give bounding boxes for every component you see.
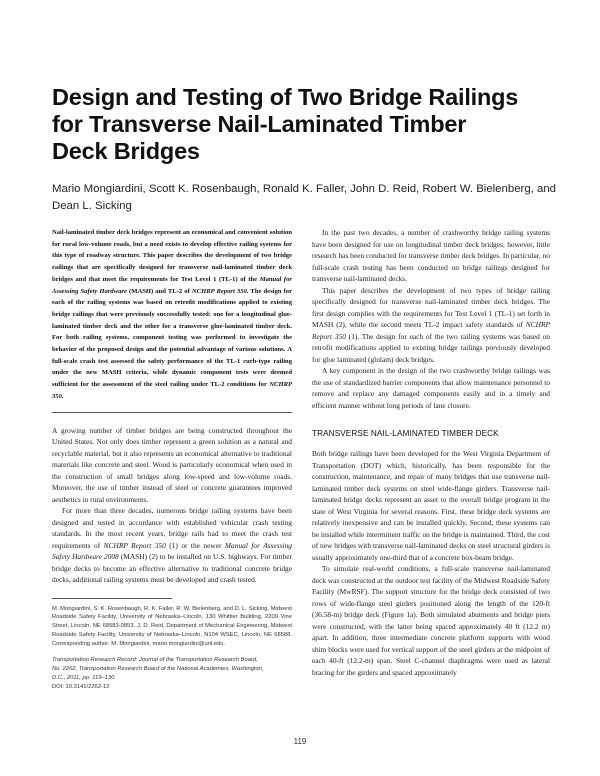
body-paragraph: A key component in the design of the two crashworthy bridge railings was the use of standardized barrier components that allow maintenance personnel to remove and replace any damaged components easily and in a timely and efficient manner without long periods of lane closure. — [312, 366, 550, 410]
abstract — [52, 227, 292, 403]
abstract-text: The design for each of the railing systems was based on retrofit modifications applied to existing bridge railings that were previously successfully tested: one for a longitudinal glue-laminated timber deck and the other for a transverse glue-laminated timber deck. For both railing systems, component testing was performed to investigate the behavior of the proposed design and the potential advantage of various solutions. A full-scale crash test assessed the safety performance of the TL-1 curb-type railing under the new MASH criteria, while dynamic component tests were deemed sufficient for the assessment of the steel railing under TL-2 conditions for — [52, 287, 292, 389]
body-paragraph: Both bridge railings have been developed for the West Virginia Department of Transportation (DOT) which, historically, has been responsible for the construction, maintenance, and repair of many bridges that use transverse nail-laminated timber deck systems on steel wide-flange girders. Transverse nail-laminated bridge decks represent an asset to the overall bridge program in the state of West Virginia for several reasons. First, these bridge deck systems are relatively inexpensive and can be installed quickly. Second, these systems can be installed while intermittent traffic on the bridge is maintained. Third, the cost of new bridges with transverse nail-laminated decks on steel structural girders is usually approximately one-third that of a concrete box-beam bridge. — [312, 449, 550, 562]
journal-citation — [52, 656, 292, 692]
abstract-divider — [52, 412, 292, 413]
paragraph-text: (1). The design for each of the two railing systems was based on retrofit modifications applied to existing bridge railings previously developed for glue laminated (glulam) deck bridges. — [312, 331, 550, 364]
footnote-divider — [52, 598, 172, 599]
journal-line: No. 2262, Transportation Research Board of the National Academies, Washington, — [52, 665, 264, 672]
author-list: Mario Mongiardini, Scott K. Rosenbaugh, Ronald K. Faller, John D. Reid, Robert W. Bielenberg, and Dean L. Sicking — [52, 183, 556, 212]
intro-paragraph: A growing number of timber bridges are being constructed throughout the United States. Not only does timber represent a green solution as a natural and recyclable material, but it also represents an economical alternative to traditional materials like concrete and steel. Wood is particularly economical when used in the construction of small bridges along low-speed and low-volume roads. Moreover, the use of timber instead of steel or concrete guarantees improved aesthetics in rural environments. — [52, 425, 292, 504]
journal-line: D.C., 2011, pp. 119–130. — [52, 674, 116, 681]
abstract-text: (MASH) and TL-2 of — [126, 287, 192, 295]
abstract-text: Nail-laminated timber deck bridges represent an economical and convenient solution for rural low-volume roads, but a need exists to develop effective railing systems for this type of roadway structure. This paper describes the development of two bridge railings that are specifically designed for transverse nail-laminated timber deck bridges and that meet the requirements for Test Level 1 (TL-1) of the — [52, 229, 292, 283]
paragraph-italic: Manual for Assessing Safety Hardware 2008 — [52, 540, 292, 562]
paragraph-italic: NCHRP Report 350 — [312, 320, 550, 341]
paper-title: Design and Testing of Two Bridge Railings for Transverse Nail-Laminated Timber Deck Bridges — [52, 84, 519, 164]
author-affiliations: M. Mongiardini, S. K. Rosenbaugh, R. K. Faller, R. W. Bielenberg, and D. L. Sicking, Midwest Roadside Safety Facility, University of Nebraska–Lincoln, 130 Whittier Building, 2200 Vine Street, Lincoln, NE 68583-0853. J. D. Reid, Department of Mechanical Engineering, Midwest Roadside Safety Facility, University of Nebraska–Lincoln, N104 WSEC, Lincoln, NE 68588. Corresponding author: M. Mongiardini, mario.mongiardini@unl.edu. — [52, 605, 292, 648]
right-column — [312, 227, 550, 678]
paragraph-text: (1) or the newer — [165, 540, 225, 550]
journal-line: Transportation Research Record: Journal of the Transportation Research Board, — [52, 657, 258, 664]
intro-paragraph — [52, 505, 292, 586]
left-column — [52, 227, 292, 692]
abstract-italic: Manual for Assessing Safety Hardware — [52, 275, 292, 295]
abstract-italic: NCHRP Report 350. — [191, 287, 249, 295]
body-paragraph — [312, 285, 550, 366]
paragraph-text: (MASH) (2) to be installed on U.S. highways. For timber bridge decks to become an effective alternative to traditional concrete bridge decks, additional railing systems must be developed and crash tested. — [52, 552, 292, 585]
doi: DOI: 10.3141/2262-12 — [52, 683, 110, 690]
paragraph-text: This paper describes the development of two types of bridge railing specifically designed for transverse nail-laminated timber deck bridges. The first design complies with the requirements for Test Level 1 (TL-1) set forth in MASH (2), while the second meets TL-2 impact safety standards of — [312, 285, 550, 329]
paragraph-italic: NCHRP Report 350 — [103, 540, 166, 550]
section-heading: TRANSVERSE NAIL-LAMINATED TIMBER DECK — [312, 429, 499, 438]
body-paragraph: To simulate real-world conditions, a full-scale transverse nail-laminated deck was constructed at the outdoor test facility of the Midwest Roadside Safety Facility (MwRSF). The support structure for the bridge deck consisted of two rows of wide-flange steel girders positioned along the length of the 120-ft (36.58-m) bridge deck (Figure 1a). Both simulated abutments and bridge piers were constructed, with the latter being spaced approximately 40 ft (12.2 m) apart. In addition, three intermediate concrete platform supports with wood shim blocks were used for vertical support of the steel girders at the midpoint of each 40-ft (12.2-m) span. Steel C-channel diaphragms were used as lateral bracing for the girders and spaced approximately — [312, 564, 550, 677]
abstract-italic: NCHRP 350. — [52, 381, 292, 400]
body-paragraph: In the past two decades, a number of crashworthy bridge railing systems have been designed for use on longitudinal timber deck bridges; however, little research has been conducted for transverse timber deck bridges. In particular, no full-scale crash testing has been conducted on bridge railings designed for transverse nail-laminated decks. — [312, 228, 550, 283]
page-number: 119 — [293, 737, 307, 746]
paragraph-text: For more than three decades, numerous bridge railing systems have been designed and tested in accordance with established vehicular crash testing standards. In the most recent years, bridge rails had to meet the crash test requirements of — [52, 506, 292, 550]
